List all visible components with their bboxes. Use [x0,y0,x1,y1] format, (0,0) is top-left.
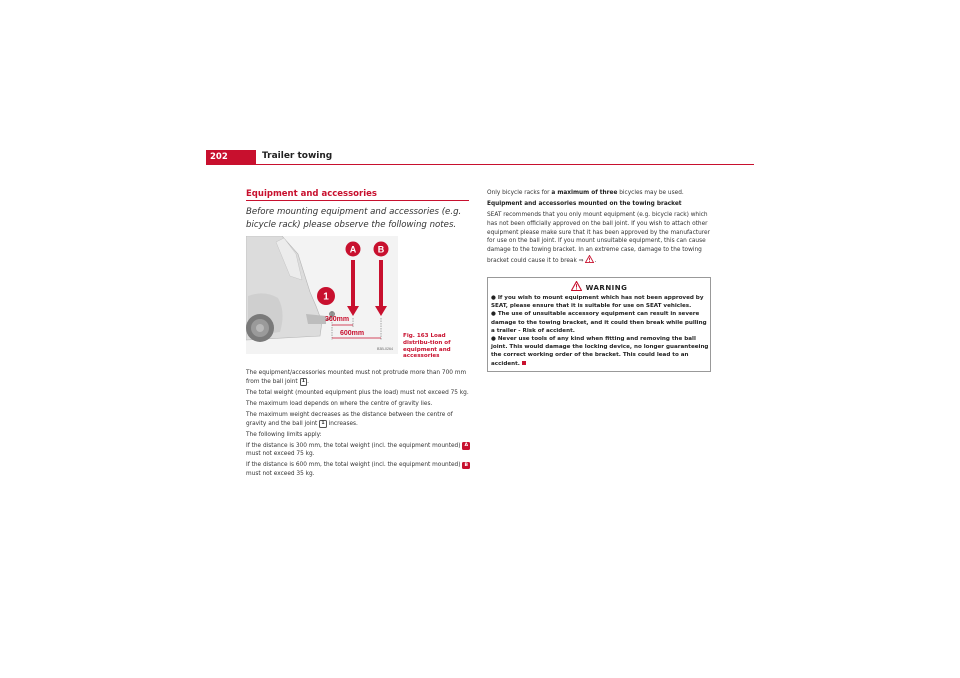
ref-1-badge: 1 [300,378,308,386]
callout-1-label: 1 [323,291,329,303]
warning-box [487,277,711,372]
bullet-icon: ● [491,336,496,343]
paragraph-limits-intro: The following limits apply: [246,431,322,438]
end-marker-icon [522,361,526,365]
paragraph-weight-decrease: The maximum weight decreases as the distance between the centre of gravity and the ball joint 1 increases. [246,411,453,427]
section-intro: Before mounting equipment and accessories (e.g. bicycle rack) please observe the following notes. [246,207,462,230]
header-rule [206,164,754,165]
paragraph-seat-recommends: SEAT recommends that you only mount equipment (e.g. bicycle rack) which has not been officially approved on the ball joint. If you wish to attach other equipment please make sure that it has been approved by the manufacturer for use on the ball joint. If you mount unsuitable equipment, this can cause damage to the towing bracket. In an extreme case, damage to the towing bracket could cause it to break ⇒ . [487,211,710,264]
car-rear-illustration [246,236,398,354]
figure-code: B3B-0264 [377,347,393,351]
paragraph-bicycle-racks: Only bicycle racks for a maximum of three bicycles may be used. [487,190,684,196]
bullet-icon: ● [491,311,496,318]
ref-1-badge: 1 [319,420,327,428]
warning-header: WARNING [488,281,710,292]
distance-300-label: 300mm [325,316,350,323]
warning-item: ● The use of unsuitable accessory equipment can result in severe damage to the towing bracket, and it could then break while pulling a trailer - Risk of accident. [491,311,707,334]
subheading-towing-bracket: Equipment and accessories mounted on the towing bracket [487,200,682,207]
callout-a-label: A [349,244,357,255]
bullet-icon: ● [491,295,496,301]
ref-a-badge: A [462,442,470,450]
paragraph-limit-300: If the distance is 300 mm, the total weight (incl. the equipment mounted) A must not exceed 75 kg. [246,442,471,460]
paragraph-protrusion: The equipment/accessories mounted must not protrude more than 700 mm from the ball joint 1 . [246,370,467,385]
paragraph-total-weight: The total weight (mounted equipment plus the load) must not exceed 75 kg. [246,389,469,396]
ref-b-badge: B [462,462,470,470]
warning-body [491,294,709,368]
load-arrow-b [379,260,383,308]
paragraph-limit-600: If the distance is 600 mm, the total weight (incl. the equipment mounted) B must not exceed 35 kg. [246,461,471,479]
warning-triangle-icon[interactable] [585,255,594,263]
arrow-glyph: ⇒ [578,257,584,264]
section-rule [246,200,469,201]
page-number: 202 [206,150,256,164]
left-column-body [246,369,471,481]
load-arrow-a [351,260,355,308]
warning-item: ● Never use tools of any kind when fitting and removing the ball joint. This would damage the locking device, no longer guaranteeing the correct working order of the bracket. This could lead to an accident. [491,336,709,367]
load-distribution-figure [246,236,398,354]
running-header: Trailer towing [262,151,333,161]
paragraph-centre-gravity: The maximum load depends on where the centre of gravity lies. [246,400,433,407]
callout-b-label: B [377,244,385,255]
warning-item: ● If you wish to mount equipment which has not been approved by SEAT, please ensure that it is suitable for use on SEAT vehicles. [491,295,704,310]
figure-caption: Fig. 163 Load distribu-tion of equipment and accessories [403,333,451,360]
warning-triangle-icon [571,281,582,291]
section-title: Equipment and accessories [246,189,377,199]
distance-600-label: 600mm [340,330,365,337]
right-column-body [487,189,711,268]
